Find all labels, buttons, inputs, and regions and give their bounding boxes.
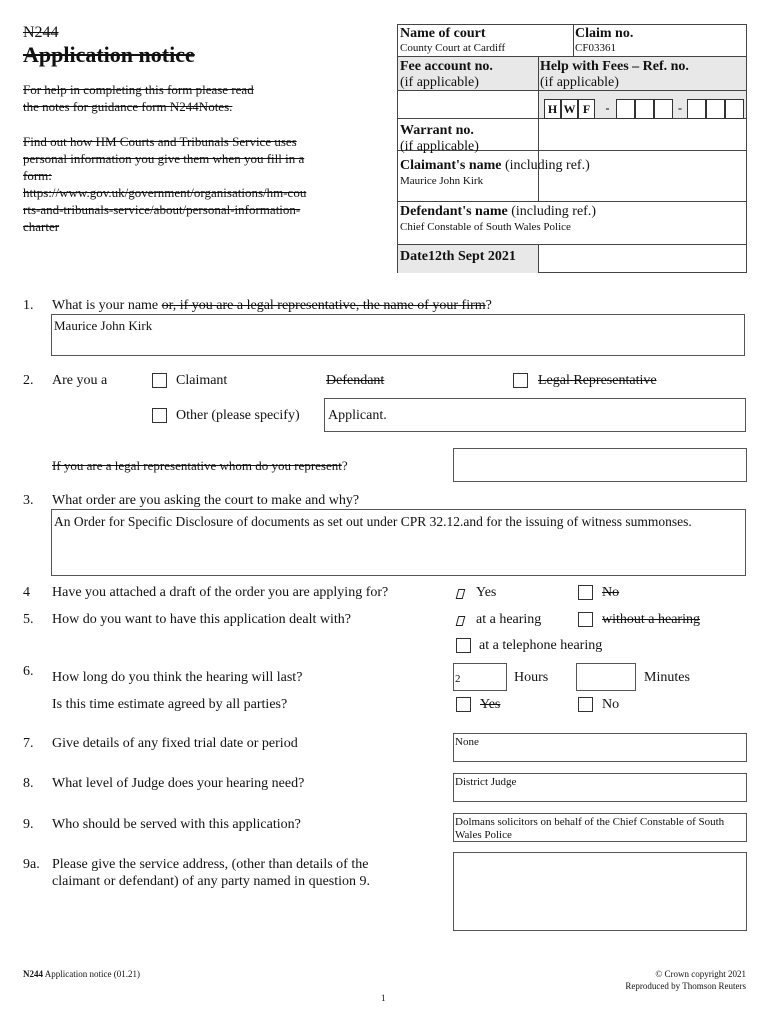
rep-question: [52, 458, 348, 474]
q9-number: 9.: [23, 817, 34, 832]
hours-label: Hours: [514, 670, 549, 685]
q4-no-checkbox[interactable]: [578, 585, 593, 600]
footer-label: Application notice (01.21): [43, 969, 140, 979]
hwf-label: Help with Fees – Ref. no.: [540, 59, 689, 74]
q1-struck: or, if you are a legal representative, the name of your firm: [161, 298, 486, 313]
q1-question: [52, 298, 492, 314]
hwf-sub: (if applicable): [540, 75, 619, 90]
warrant-sub: (if applicable): [400, 139, 479, 154]
privacy-line: Find out how HM Courts and Tribunals Service uses: [23, 134, 297, 149]
q2-number: 2.: [23, 373, 34, 388]
q9-text: Who should be served with this application?: [52, 817, 301, 832]
q1-number: 1.: [23, 298, 34, 313]
court-name-value[interactable]: County Court at Cardiff: [400, 42, 506, 54]
date-label: Date: [400, 249, 428, 264]
hwf-ref-box[interactable]: [725, 99, 744, 119]
q4-no-label: No: [602, 585, 620, 600]
fee-account-sub: (if applicable): [400, 75, 479, 90]
legal-rep-option-label: Legal Representative: [538, 373, 657, 388]
q3-answer-field[interactable]: An Order for Specific Disclosure of documents as set out under CPR 32.12.and for the issuing of witness summonses.: [51, 509, 746, 576]
minutes-field[interactable]: [576, 663, 636, 691]
date-cell: [400, 249, 516, 265]
q8-number: 8.: [23, 776, 34, 791]
claimant-label-suffix: (including ref.): [501, 158, 590, 173]
q1-answer-field[interactable]: Maurice John Kirk: [51, 314, 745, 356]
q6-text: How long do you think the hearing will last?: [52, 670, 303, 685]
privacy-line: form:: [23, 168, 52, 183]
rep-client-field[interactable]: [453, 448, 747, 482]
footer-reproduced: Reproduced by Thomson Reuters: [625, 981, 746, 991]
claimant-checkbox[interactable]: [152, 373, 167, 388]
privacy-notice: [23, 133, 373, 235]
privacy-line[interactable]: rts-and-tribunals-service/about/personal-information-: [23, 202, 301, 217]
claim-number-value[interactable]: CF03361: [575, 42, 616, 54]
minutes-label: Minutes: [644, 670, 690, 685]
fee-account-cell: [400, 59, 493, 91]
q8-text: What level of Judge does your hearing need?: [52, 776, 305, 791]
defendant-option-label: Defendant: [326, 373, 385, 388]
help-line-2: the notes for guidance form N244Notes.: [23, 99, 233, 114]
q7-number: 7.: [23, 736, 34, 751]
q3-number: 3.: [23, 493, 34, 508]
claimant-label: Claimant's name: [400, 158, 502, 173]
date-value[interactable]: 12th Sept 2021: [428, 249, 516, 264]
q9a-answer-field[interactable]: [453, 852, 747, 931]
claim-number-cell: [575, 26, 633, 55]
q4-yes-label: Yes: [476, 585, 497, 600]
other-checkbox[interactable]: [152, 408, 167, 423]
warrant-cell: [400, 123, 479, 155]
case-header-table: [397, 24, 747, 273]
claim-number-label: Claim no.: [575, 26, 634, 41]
help-line-1: For help in completing this form please read: [23, 82, 254, 97]
telephone-hearing-checkbox[interactable]: [456, 638, 471, 653]
privacy-line[interactable]: https://www.gov.uk/government/organisations/hm-cou: [23, 185, 307, 200]
rep-question-struck: If you are a legal representative whom do you represent: [52, 458, 342, 473]
telephone-hearing-label: at a telephone hearing: [479, 638, 603, 653]
hwf-dash-1: -: [605, 101, 610, 115]
q1-text: What is your name: [52, 298, 162, 313]
rep-question-end: ?: [341, 458, 348, 473]
q1-end: ?: [485, 298, 492, 313]
q4-yes-checkbox[interactable]: [454, 587, 467, 600]
q9a-line-1: Please give the service address, (other than details of the: [52, 857, 369, 872]
court-name-label: Name of court: [400, 26, 486, 41]
q4-number: 4: [23, 585, 30, 600]
hwf-cell: [540, 59, 689, 91]
legal-rep-checkbox[interactable]: [513, 373, 528, 388]
warrant-label: Warrant no.: [400, 123, 474, 138]
claimant-option-label: Claimant: [176, 373, 228, 388]
fee-account-input[interactable]: [398, 90, 538, 118]
defendant-label-suffix: (including ref.): [507, 204, 596, 219]
agreed-yes-checkbox[interactable]: [456, 697, 471, 712]
hwf-char-w: W: [561, 99, 578, 119]
defendant-cell: [400, 204, 596, 220]
q7-text: Give details of any fixed trial date or period: [52, 736, 298, 751]
q3-text: What order are you asking the court to make and why?: [52, 493, 360, 508]
q4-text: Have you attached a draft of the order you are applying for?: [52, 585, 389, 600]
q9-answer-field[interactable]: Dolmans solicitors on behalf of the Chief Constable of South Wales Police: [453, 813, 747, 842]
defendant-label: Defendant's name: [400, 204, 508, 219]
hearing-checkbox[interactable]: [454, 614, 467, 627]
without-hearing-label: without a hearing: [602, 612, 700, 627]
page-number: 1: [381, 993, 386, 1003]
q9a-line-2: claimant or defendant) of any party named in question 9.: [52, 874, 371, 889]
q5-number: 5.: [23, 612, 34, 627]
agreed-yes-label: Yes: [480, 697, 501, 712]
footer-code: N244: [23, 969, 43, 979]
hwf-ref-box[interactable]: [635, 99, 654, 119]
agreed-no-label: No: [602, 697, 620, 712]
privacy-line[interactable]: charter: [23, 219, 60, 234]
court-name-cell: [400, 26, 505, 55]
hwf-char-h: H: [544, 99, 561, 119]
q6-number: 6.: [23, 664, 34, 679]
hwf-ref-box[interactable]: [654, 99, 673, 119]
privacy-line: personal information you give them when you fill in a: [23, 151, 305, 166]
fee-account-label: Fee account no.: [400, 59, 493, 74]
q2-text: Are you a: [52, 373, 108, 388]
without-hearing-checkbox[interactable]: [578, 612, 593, 627]
hwf-char-f: F: [578, 99, 595, 119]
hwf-ref-box[interactable]: [687, 99, 706, 119]
claimant-value[interactable]: Maurice John Kirk: [400, 175, 484, 187]
footer-form-id: [23, 969, 140, 979]
form-code: N244: [23, 24, 59, 41]
footer-copyright: © Crown copyright 2021: [655, 969, 746, 979]
q8-answer-field[interactable]: District Judge: [453, 773, 747, 802]
q7-answer-field[interactable]: None: [453, 733, 747, 762]
other-specify-field[interactable]: Applicant.: [324, 398, 746, 432]
agreed-text: Is this time estimate agreed by all parties?: [52, 697, 288, 712]
claimant-cell: [400, 158, 590, 174]
hearing-option-label: at a hearing: [476, 612, 542, 627]
q5-text: How do you want to have this application dealt with?: [52, 612, 351, 627]
hwf-ref-box[interactable]: [616, 99, 635, 119]
agreed-no-checkbox[interactable]: [578, 697, 593, 712]
other-option-label: Other (please specify): [176, 408, 300, 423]
form-title: Application notice: [23, 42, 195, 67]
defendant-value[interactable]: Chief Constable of South Wales Police: [400, 221, 571, 233]
hours-field[interactable]: 2: [453, 663, 507, 691]
q9a-number: 9a.: [23, 857, 40, 872]
hwf-dash-2: -: [678, 101, 682, 115]
hwf-ref-box[interactable]: [706, 99, 725, 119]
